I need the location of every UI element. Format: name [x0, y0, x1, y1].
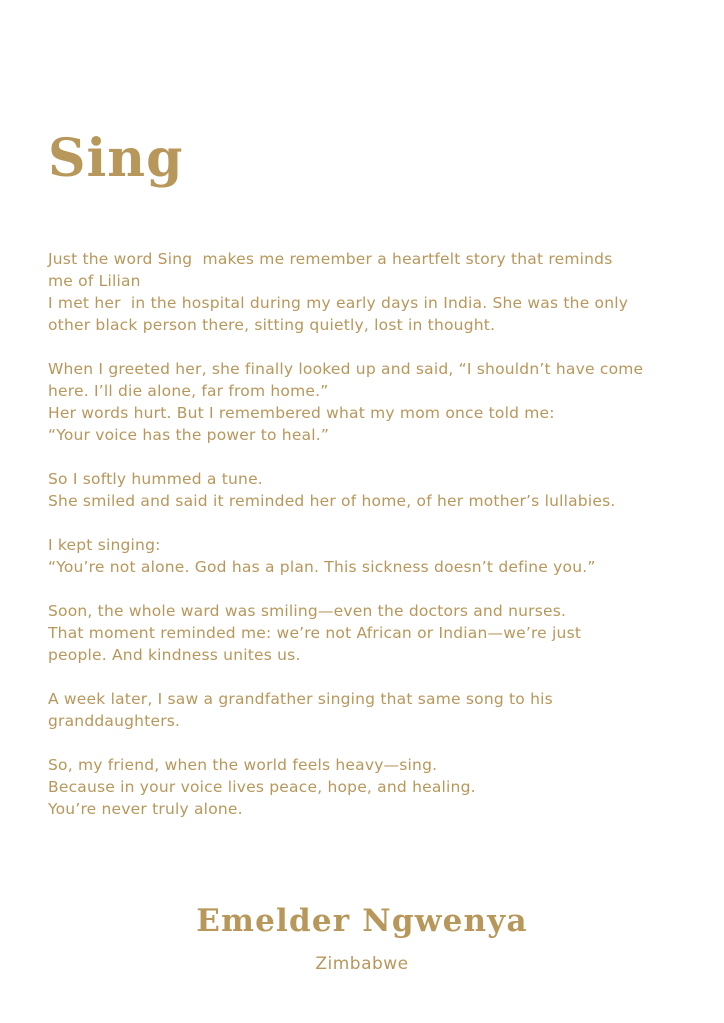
story-line: So I softly hummed a tune. — [48, 470, 263, 488]
story-body — [48, 248, 668, 820]
story-line: When I greeted her, she finally looked up and said, “I shouldn’t have come — [48, 360, 644, 378]
story-line: here. I’ll die alone, far from home.” — [48, 382, 329, 400]
story-line: “You’re not alone. God has a plan. This sickness doesn’t define you.” — [48, 558, 596, 576]
story-line — [48, 446, 668, 468]
story-line — [48, 512, 668, 534]
story-line: me of Lilian — [48, 272, 141, 290]
author-country: Zimbabwe — [315, 954, 409, 974]
story-line — [48, 666, 668, 688]
story-line: A week later, I saw a grandfather singing that same song to his — [48, 690, 553, 708]
story-line: Soon, the whole ward was smiling—even the doctors and nurses. — [48, 602, 567, 620]
story-line: She smiled and said it reminded her of home, of her mother’s lullabies. — [48, 492, 616, 510]
story-line: So, my friend, when the world feels heavy—sing. — [48, 756, 438, 774]
story-line: I met her in the hospital during my early days in India. She was the only — [48, 294, 629, 312]
story-line — [48, 732, 668, 754]
story-line: granddaughters. — [48, 712, 181, 730]
story-line: You’re never truly alone. — [48, 800, 243, 818]
story-line — [48, 336, 668, 358]
story-line: That moment reminded me: we’re not African or Indian—we’re just — [48, 624, 582, 642]
story-line: Just the word Sing makes me remember a heartfelt story that reminds — [48, 250, 613, 268]
story-line: people. And kindness unites us. — [48, 646, 301, 664]
story-line: I kept singing: — [48, 536, 161, 554]
document-title: Sing — [48, 128, 184, 189]
story-line: Because in your voice lives peace, hope, and healing. — [48, 778, 476, 796]
story-line: Her words hurt. But I remembered what my mom once told me: — [48, 404, 555, 422]
story-line — [48, 578, 668, 600]
author-name: Emelder Ngwenya — [196, 903, 528, 939]
story-line: other black person there, sitting quietly, lost in thought. — [48, 316, 496, 334]
story-line: “Your voice has the power to heal.” — [48, 426, 330, 444]
